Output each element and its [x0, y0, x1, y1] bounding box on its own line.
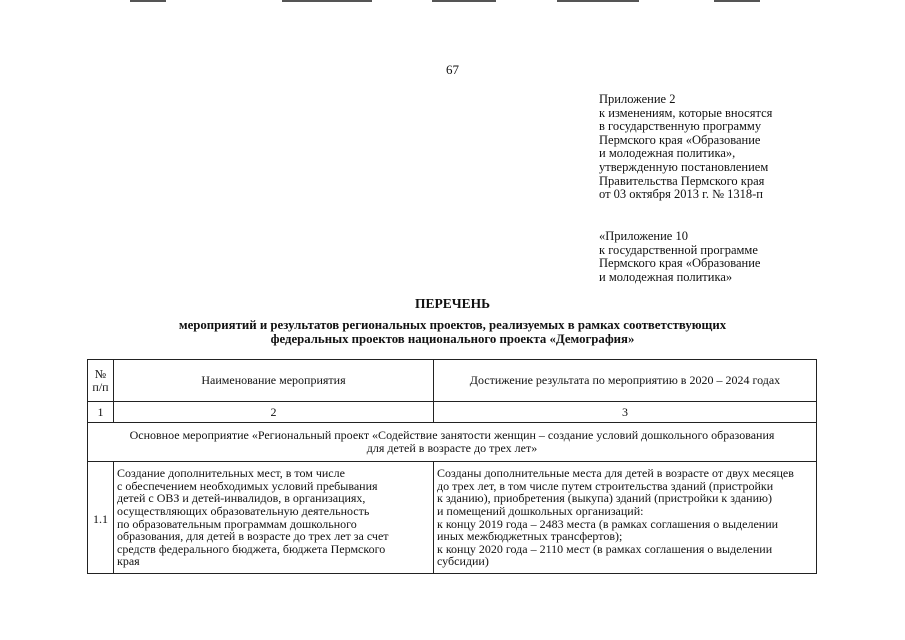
table-row [88, 462, 817, 574]
header-number: № п/п [88, 360, 114, 402]
top-edge-line [130, 0, 166, 2]
column-number: 3 [434, 402, 817, 423]
column-number: 2 [114, 402, 434, 423]
section-title: Основное мероприятие «Региональный проект «Содействие занятости женщин – создание условий дошкольного образования для детей в возрасте до трех лет» [88, 423, 817, 462]
document-title: ПЕРЕЧЕНЬ [414, 296, 491, 311]
header-result: Достижение результата по мероприятию в 2020 – 2024 годах [434, 360, 817, 402]
row-measure-name: Создание дополнительных мест, в том числе с обеспечением необходимых условий пребывания детей с ОВЗ и детей-инвалидов, в организациях, осуществляющих образовательную деятельность по образовательным программам дошкольного образования, для детей в возрасте до трех лет за счет средств федерального бюджета, бюджета Пермского края [114, 462, 434, 574]
top-edge-line [432, 0, 496, 2]
measures-table [87, 359, 817, 574]
top-edge-line [714, 0, 760, 2]
row-number: 1.1 [88, 462, 114, 574]
table-header-row [88, 360, 817, 402]
appendix-note-second: «Приложение 10 к государственной программе Пермского края «Образование и молодежная политика» [599, 229, 761, 284]
document-subtitle: мероприятий и результатов региональных проектов, реализуемых в рамках соответствующих федеральных проектов национального проекта «Демография» [178, 318, 727, 346]
page-number: 67 [446, 62, 459, 77]
top-edge-line [557, 0, 639, 2]
column-number-row [88, 402, 817, 423]
column-number: 1 [88, 402, 114, 423]
top-edge-line [282, 0, 372, 2]
appendix-note-top: Приложение 2 к изменениям, которые вносятся в государственную программу Пермского края «Образование и молодежная политика», утвержденную постановлением Правительства Пермского края от 03 октября 2013 г. № 1318-п [599, 92, 773, 202]
header-measure-name: Наименование мероприятия [114, 360, 434, 402]
section-row [88, 423, 817, 462]
row-result: Созданы дополнительные места для детей в возрасте от двух месяцев до трех лет, в том числе путем строительства зданий (пристройки к зданию), приобретения (выкупа) зданий (пристройки к зданию) и помещений дошкольных организаций: к концу 2019 года – 2483 места (в рамках соглашения о выделении иных межбюджетных трансфертов); к концу 2020 года – 2110 мест (в рамках соглашения о выделении субсидии) [434, 462, 817, 574]
